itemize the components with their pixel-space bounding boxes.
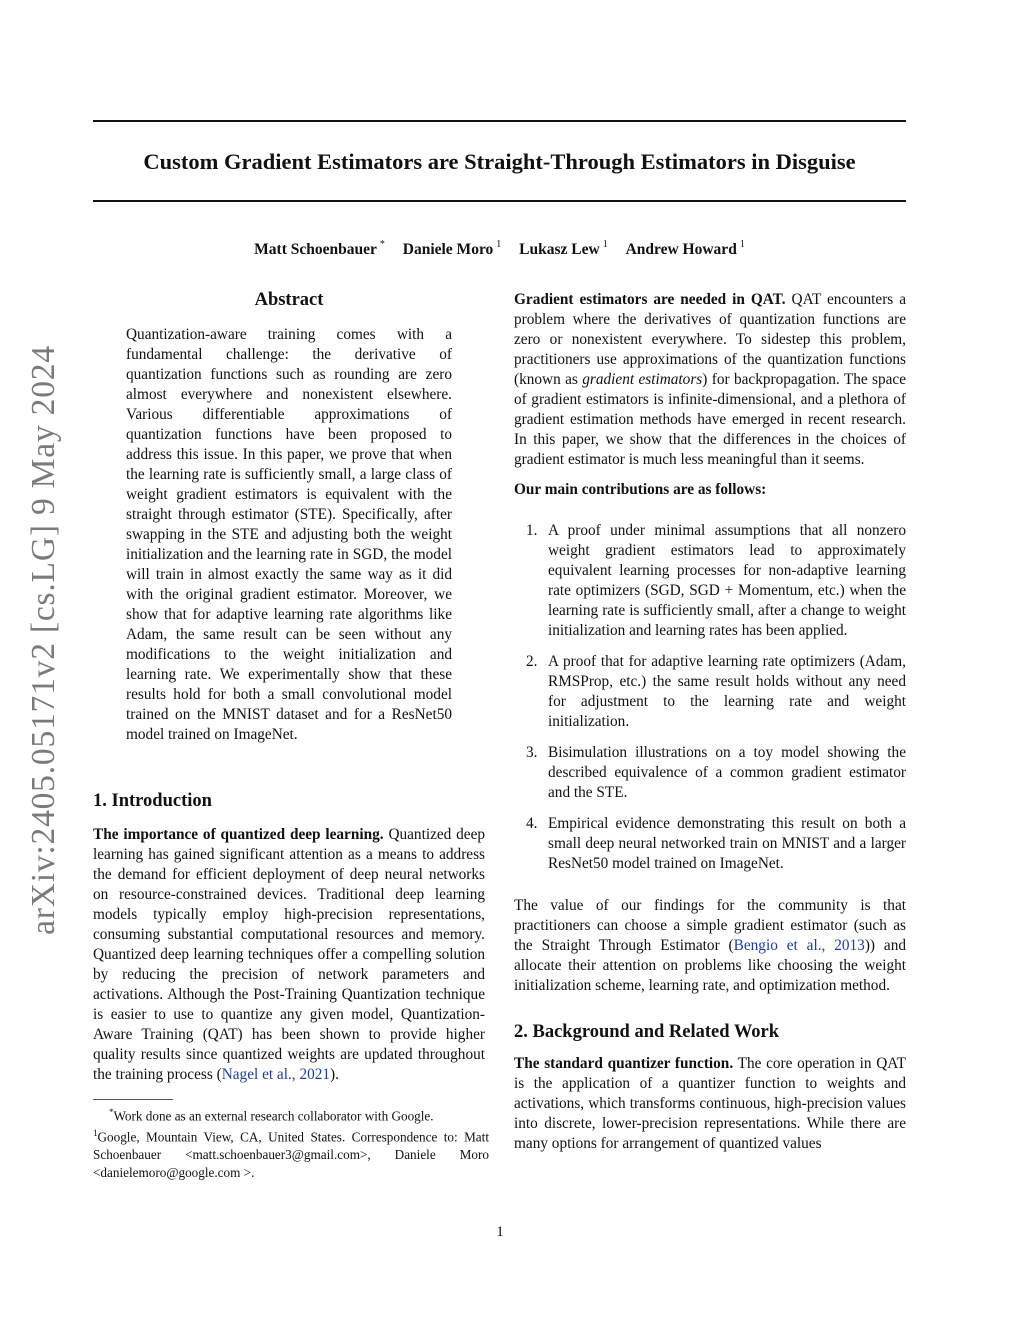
abstract-text: Quantization-aware training comes with a fundamental challenge: the derivative of quantization functions such as rounding are zero almost everywhere and nonexistent elsewhere. Various differentiable approximations of quantization functions have been proposed to address this issue. In this paper, we prove that when the learning rate is sufficiently small, a large class of weight gradient estimators is equivalent with the straight through estimator (STE). Specifically, after swapping in the STE and adjusting both the weight initialization and the learning rate in SGD, the model will train in almost exactly the same way as it did with the original gradient estimator. Moreover, we show that for adaptive learning rate algorithms like Adam, the same result can be seen without any modifications to the weight initialization and learning rate. We experimentally show that these results hold for both a small convolutional model trained on the MNIST dataset and for a ResNet50 model trained on ImageNet. (126, 326, 452, 743)
footnotes (93, 1099, 489, 1181)
italic-term: gradient estimators (582, 371, 703, 388)
list-text: A proof under minimal assumptions that all nonzero weight gradient estimators lead to approximately equivalent learning processes for non-adaptive learning rate optimizers (SGD, SGD + Momentum, etc.) when the learning rate is sufficiently small, after a change to weight initialization and learning rates has been applied. (548, 522, 906, 639)
list-text: A proof that for adaptive learning rate optimizers (Adam, RMSProp, etc.) the same result holds without any need for adjustment to the learning rate and weight initialization. (548, 653, 906, 730)
footnote-text: Google, Mountain View, CA, United States. Correspondence to: Matt Schoenbauer <matt.schoenbauer3@gmail.com>, Daniele Moro <danielemoro@google.com >. (93, 1129, 489, 1180)
paragraph-text: ) for backpropagation. The space of gradient estimators is infinite-dimensional, and a plethora of gradient estimation methods have emerged in recent research. In this paper, we show that the differences in the choices of gradient estimator is much less meaningful than it seems. (514, 371, 906, 468)
author (403, 241, 502, 258)
list-number: 2. (526, 653, 538, 670)
list-text: Bisimulation illustrations on a toy model showing the described equivalence of a common gradient estimator and the STE. (548, 744, 906, 801)
page-number: 1 (496, 1224, 504, 1240)
intro-paragraph (93, 825, 485, 1085)
list-item (514, 521, 906, 641)
background-paragraph (514, 1054, 906, 1154)
list-number: 3. (526, 744, 538, 761)
arxiv-id[interactable]: arXiv:2405.05171v2 [cs.LG] 9 May 2024 (25, 345, 62, 935)
author-mark: 1 (739, 239, 745, 250)
paragraph-lead: The importance of quantized deep learning. (93, 826, 384, 843)
contributions-heading: Our main contributions are as follows: (514, 481, 767, 498)
author-mark: 1 (602, 239, 608, 250)
author (626, 241, 745, 258)
paragraph-text: )) and allocate their attention on problems like choosing the weight initialization scheme, learning rate, and optimization method. (514, 937, 906, 994)
contributions-list (514, 521, 906, 874)
author (519, 241, 608, 258)
citation-link[interactable]: Bengio et al., 2013 (733, 937, 865, 954)
title-bottom-rule (93, 200, 906, 202)
list-item (514, 814, 906, 874)
paragraph-lead: Gradient estimators are needed in QAT. (514, 291, 786, 308)
author-name: Matt Schoenbauer (254, 241, 377, 259)
list-text: Empirical evidence demonstrating this result on both a small deep neural networked train on MNIST and a larger ResNet50 model trained on ImageNet. (548, 815, 906, 872)
author-name: Daniele Moro (402, 241, 494, 259)
author-mark: 1 (496, 239, 502, 250)
footnote (93, 1125, 489, 1181)
footnote-mark: 1 (93, 1127, 98, 1138)
title-top-rule (93, 120, 906, 122)
footnote-mark: * (109, 1107, 114, 1117)
author (254, 241, 385, 258)
value-paragraph (514, 896, 906, 996)
right-column (514, 290, 906, 1154)
paragraph-text: The value of our findings for the community is that practitioners can choose a simple gradient estimator (such as the Straight Through Estimator ( (514, 897, 906, 954)
abstract-heading: Abstract (254, 290, 324, 310)
list-item (514, 652, 906, 732)
author-list (93, 236, 906, 260)
background-heading: 2. Background and Related Work (514, 1022, 780, 1042)
citation-link[interactable]: Nagel et al., 2021 (221, 1066, 331, 1083)
author-name: Andrew Howard (625, 241, 737, 259)
author-name: Lukasz Lew (519, 241, 600, 259)
paragraph-text: QAT encounters a problem where the derivatives of quantization functions are zero or nonexistent everywhere. To sidestep this problem, practitioners use approximations of the quantization functions (known as (514, 291, 906, 388)
left-column (93, 288, 485, 1085)
introduction-heading: 1. Introduction (93, 791, 212, 811)
intro-paragraph (514, 290, 906, 470)
list-number: 4. (526, 815, 538, 832)
footnote (93, 1104, 489, 1125)
paragraph-text: ). (330, 1066, 339, 1083)
paragraph-text: Quantized deep learning has gained significant attention as a means to address the demand for efficient deployment of deep neural networks on resource-constrained devices. Traditional deep learning models typically employ high-precision representations, consuming substantial computational resources and memory. Quantized deep learning techniques offer a compelling solution by reducing the precision of network parameters and activations. Although the Post-Training Quantization technique is easier to use to quantize any given model, Quantization-Aware Training (QAT) has been shown to provide higher quality results since quantized weights are updated throughout the training process ( (93, 826, 486, 1083)
footnote-text: Work done as an external research collaborator with Google. (113, 1108, 434, 1124)
author-mark: * (379, 239, 385, 250)
footnote-separator (93, 1099, 173, 1100)
paragraph-text: The core operation in QAT is the application of a quantizer function to weights and activations, which transforms continuous, high-precision values into discrete, lower-precision representations. While there are many options for arrangement of quantized values (514, 1055, 906, 1152)
list-item (514, 743, 906, 803)
paper-title: Custom Gradient Estimators are Straight-Through Estimators in Disguise (143, 149, 856, 174)
paragraph-lead: The standard quantizer function. (514, 1055, 734, 1072)
list-number: 1. (526, 522, 538, 539)
